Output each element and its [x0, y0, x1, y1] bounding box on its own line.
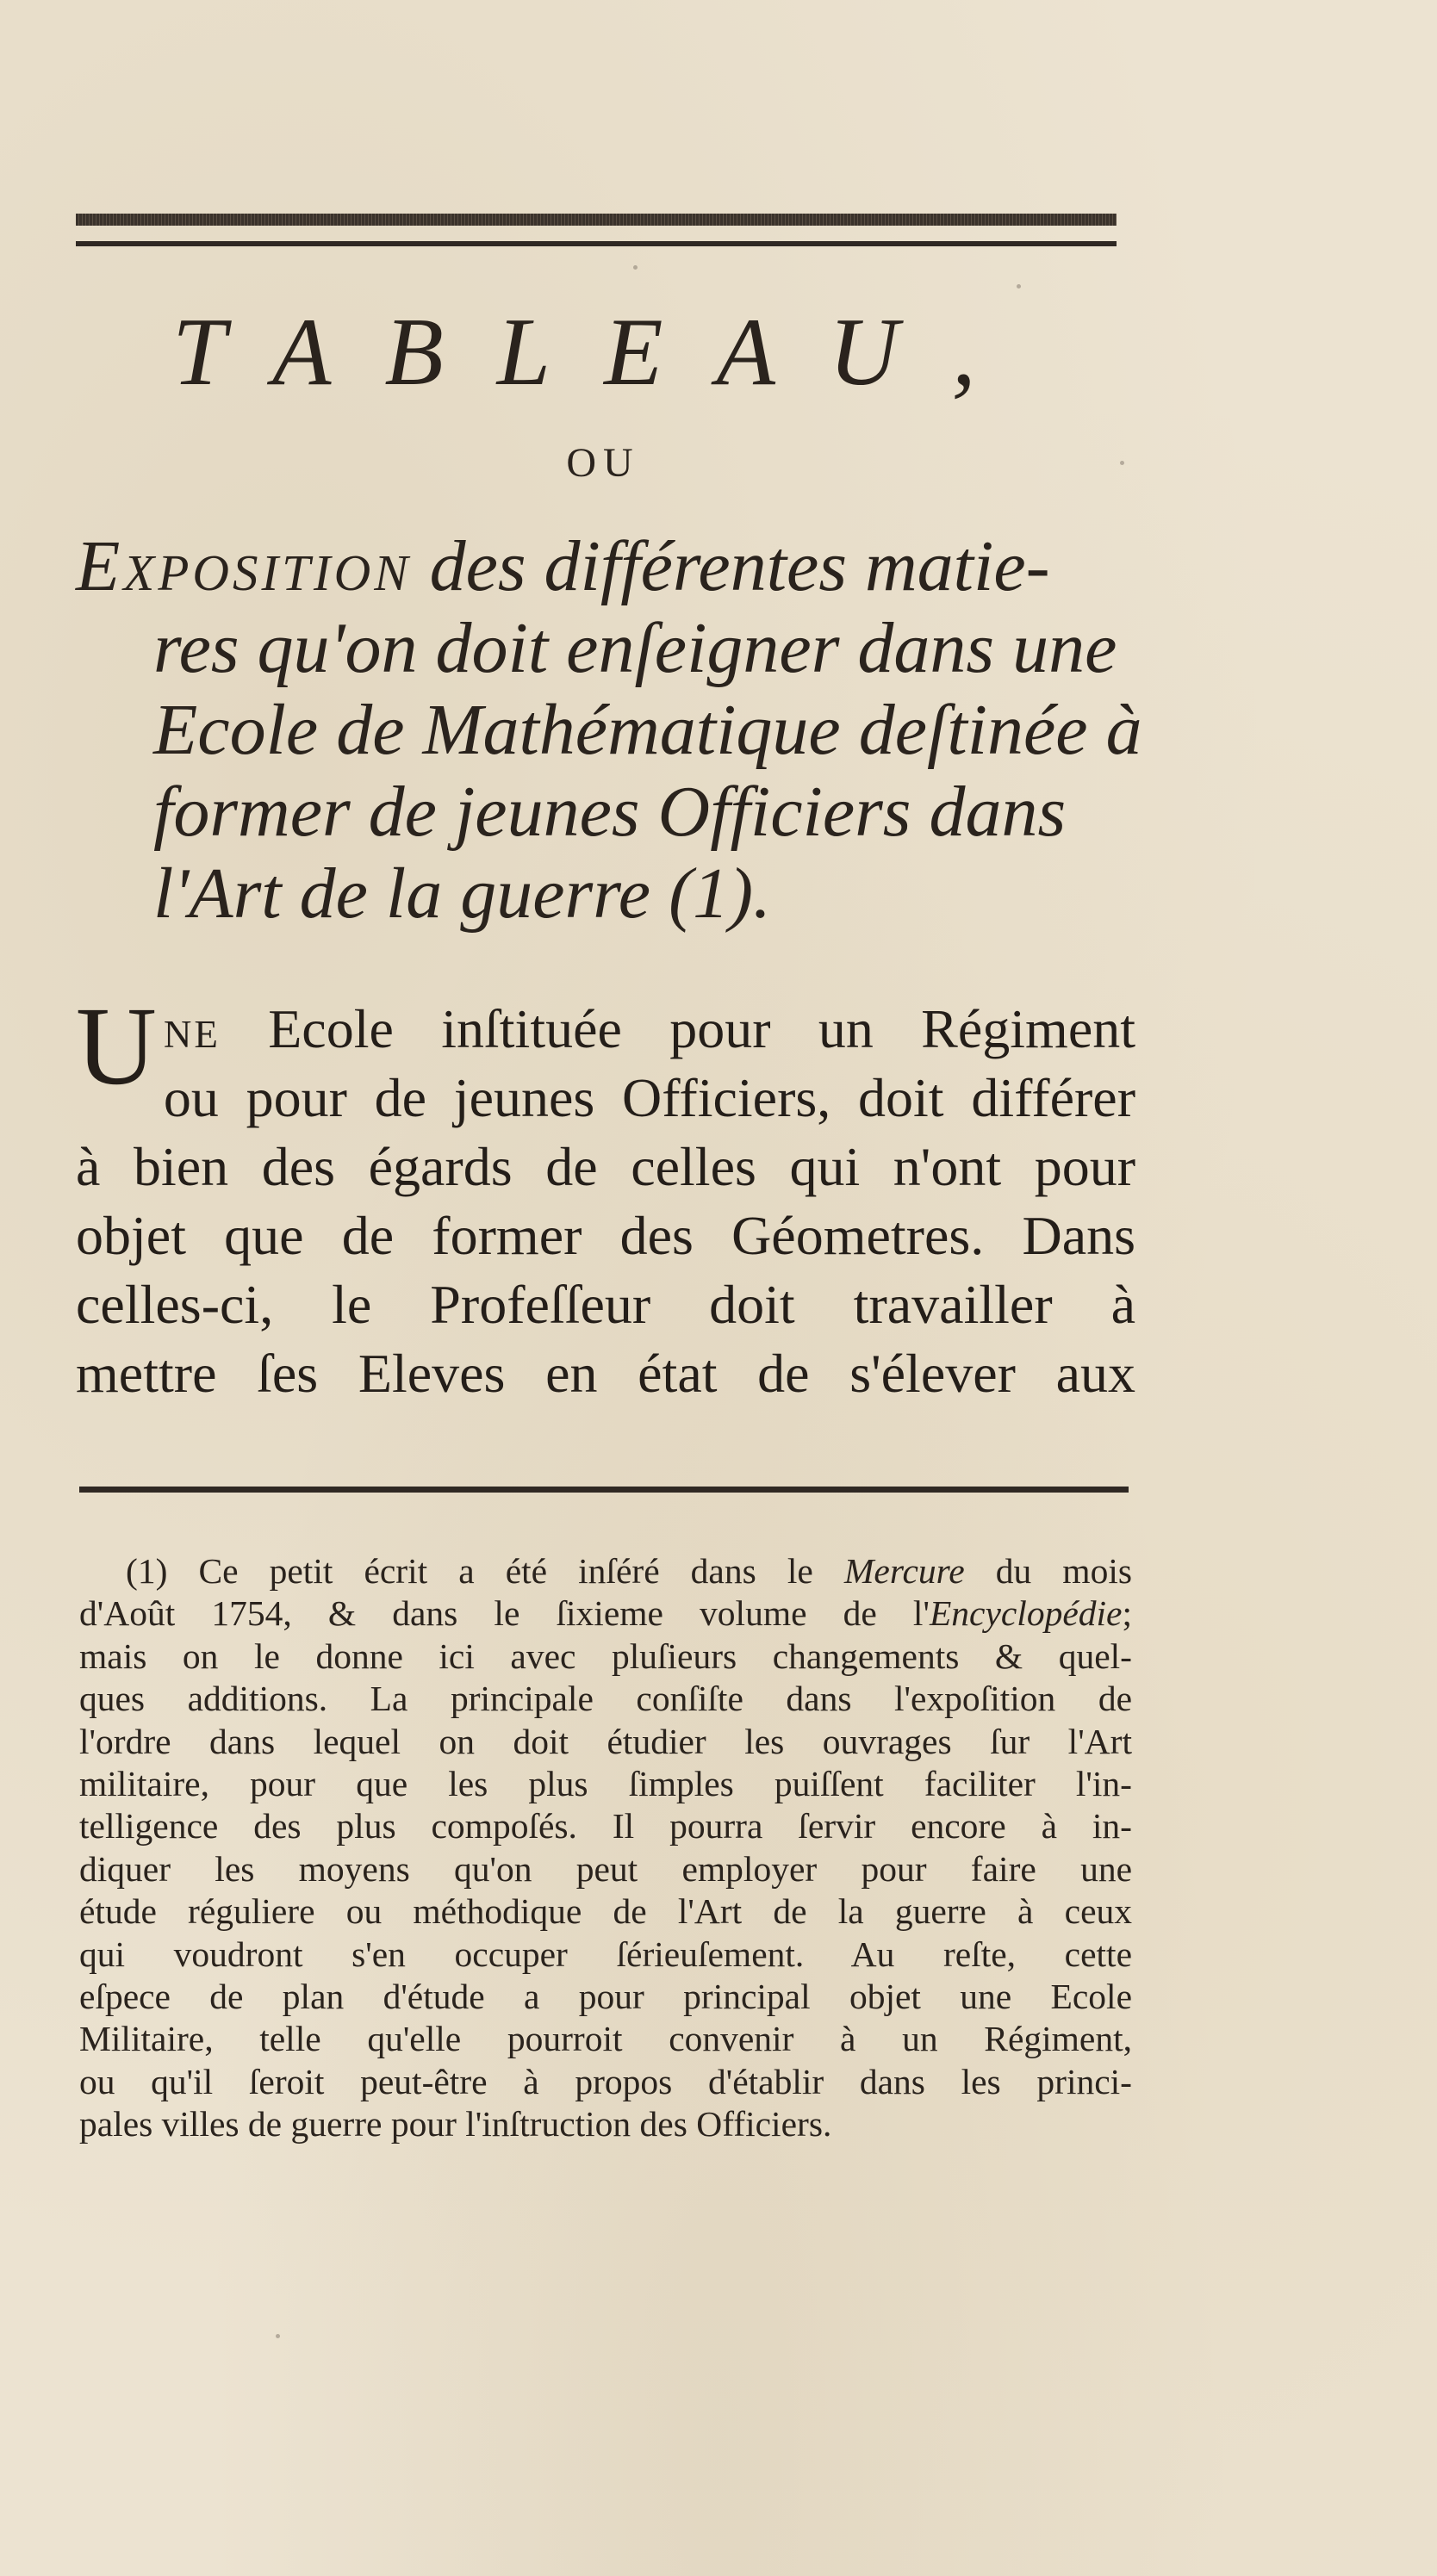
footnote-line-2-tail: ; — [1122, 1593, 1132, 1634]
body-line-6: mettre ſes Eleves en état de s'élever aux — [76, 1343, 1135, 1404]
page-title: TABLEAU, — [172, 299, 1030, 406]
footnote-mercure: Mercure — [843, 1551, 965, 1591]
body-small-caps: ne — [163, 998, 221, 1059]
drop-cap: U — [76, 984, 157, 1108]
footnote-line-3: mais on le donne ici avec pluſieurs changements & quel- — [79, 1636, 1132, 1676]
subtitle-line-4: former de jeunes Officiers dans — [153, 772, 1067, 852]
footnote-line-2 — [79, 1592, 1132, 1635]
footnote-line-8: diquer les moyens qu'on peut employer pour faire une — [79, 1848, 1132, 1889]
paper-speck — [1120, 461, 1124, 465]
conjunction: OU — [566, 440, 640, 486]
subtitle-line-1-text: des différentes matie- — [411, 526, 1050, 606]
footnote-line-5: l'ordre dans lequel on doit étudier les ouvrages ſur l'Art — [79, 1721, 1132, 1761]
footnote-line-10: qui voudront s'en occuper ſérieuſement. Au reſte, cette — [79, 1934, 1132, 1974]
footnote-rule — [79, 1487, 1129, 1493]
body-line-2: ou pour de jeunes Officiers, doit différer — [163, 1067, 1135, 1128]
paper-speck — [1017, 284, 1021, 289]
subtitle-line-3: Ecole de Mathématique deſtinée à — [153, 690, 1142, 770]
rule-thick — [76, 214, 1117, 226]
footnote-line-9: étude réguliere ou méthodique de l'Art de la guerre à ceux — [79, 1891, 1132, 1932]
footnote-line-2-text: d'Août 1754, & dans le ſixieme volume de l' — [79, 1593, 930, 1634]
subtitle-line-2: res qu'on doit enſeigner dans une — [153, 608, 1117, 688]
body-line-1-text: Ecole inſtituée pour un Régiment — [220, 998, 1135, 1059]
footnote-line-1 — [79, 1550, 1132, 1592]
subtitle-line-5: l'Art de la guerre (1). — [153, 853, 772, 934]
footnote — [79, 1550, 1132, 2146]
body-line-3: à bien des égards de celles qui n'ont pour — [76, 1136, 1135, 1197]
footnote-line-1-text: (1) Ce petit écrit a été inſéré dans le — [126, 1551, 844, 1591]
subtitle-line-1 — [76, 525, 1144, 607]
body-line-1 — [76, 995, 1135, 1064]
footnote-line-14: pales villes de guerre pour l'inſtruction des Officiers. — [79, 2104, 832, 2145]
footnote-line-1-tail: du mois — [964, 1551, 1132, 1591]
footnote-line-11: eſpece de plan d'étude a pour principal objet une Ecole — [79, 1977, 1132, 2017]
footnote-line-6: militaire, pour que les plus ſimples puiſſent faciliter l'in- — [79, 1764, 1132, 1804]
paper-speck — [276, 2334, 280, 2338]
rule-thin — [76, 241, 1117, 246]
body-line-5: celles-ci, le Profeſſeur doit travailler à — [76, 1274, 1135, 1335]
body-line-4: objet que de former des Géometres. Dans — [76, 1205, 1135, 1266]
footnote-line-7: telligence des plus compoſés. Il pourra ſervir encore à in- — [79, 1806, 1132, 1847]
subtitle-first-word: Exposition — [76, 526, 412, 606]
body-paragraph — [76, 984, 1135, 1408]
footnote-line-4: ques additions. La principale conſiſte dans l'expoſition de — [79, 1679, 1132, 1719]
footnote-encyclopedie: Encyclopédie — [929, 1593, 1123, 1634]
subtitle-block — [76, 525, 1144, 934]
footnote-line-12: Militaire, telle qu'elle pourroit convenir à un Régiment, — [79, 2019, 1132, 2059]
paper-speck — [633, 265, 638, 270]
footnote-line-13: ou qu'il ſeroit peut-être à propos d'établir dans les princi- — [79, 2061, 1132, 2101]
